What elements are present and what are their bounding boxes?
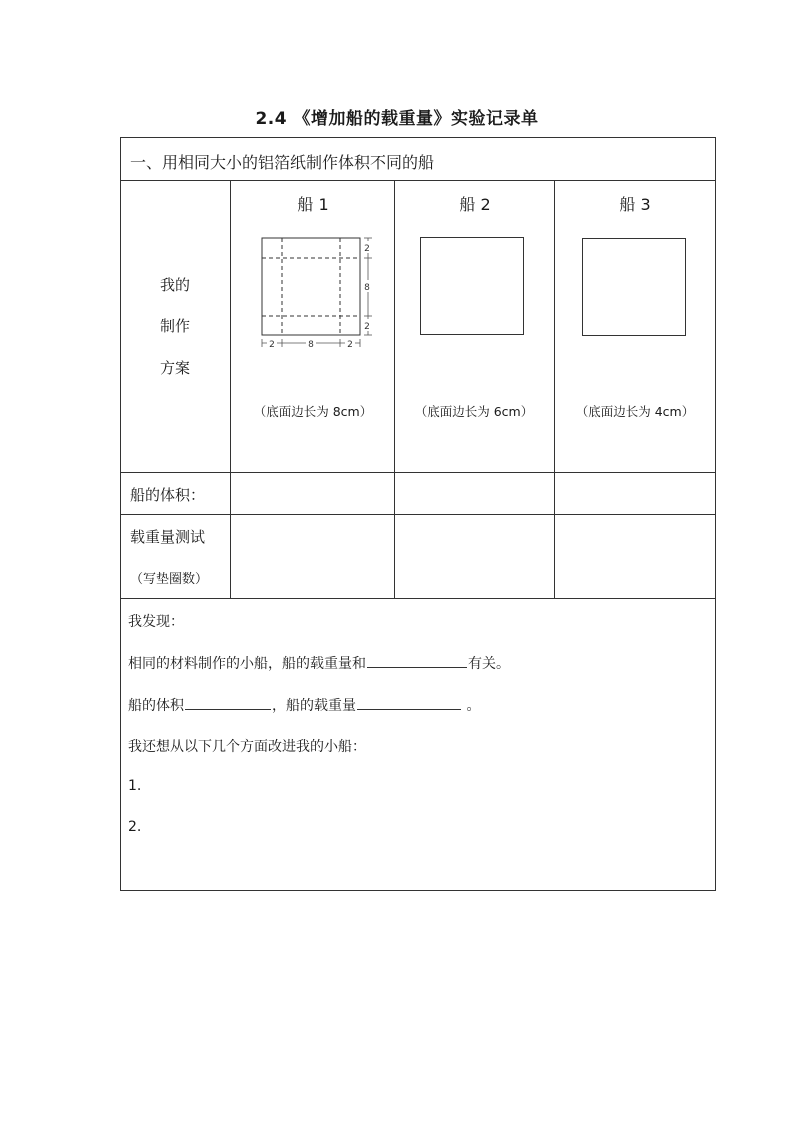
boat-3-square [582, 238, 686, 336]
page-title: 2.4 《增加船的载重量》实验记录单 [255, 109, 539, 129]
plan-label-2: 制作 [159, 317, 190, 335]
dim-right-bottom: 2 [364, 322, 370, 332]
plan-label-3: 方案 [159, 359, 190, 377]
improve-item-1: 1. [128, 778, 142, 794]
dim-bottom-right: 2 [347, 340, 353, 350]
section-title: 一、用相同大小的铝箔纸制作体积不同的船 [130, 153, 435, 172]
row-divider [120, 598, 716, 599]
col-divider [554, 180, 555, 598]
row-divider [120, 514, 716, 515]
row-divider [120, 180, 716, 181]
findings-heading: 我发现： [128, 614, 184, 630]
finding-2-text-b: ，船的载重量 [272, 698, 356, 714]
row-divider [120, 472, 716, 473]
load-label: 载重量测试 [130, 528, 206, 546]
dim-right-mid: 8 [364, 283, 370, 293]
dim-bottom-mid: 8 [308, 340, 314, 350]
finding-1-text-a: 相同的材料制作的小船，船的载重量和 [128, 656, 366, 672]
finding-2-text-a: 船的体积 [128, 698, 184, 714]
boat-3-caption: （底面边长为 4cm） [575, 404, 695, 419]
boat-2-title: 船 2 [459, 195, 491, 214]
boat-2-square [420, 237, 524, 335]
finding-1-text-b: 有关。 [468, 656, 510, 672]
load-sublabel: （写垫圈数） [130, 572, 209, 587]
improve-item-2: 2. [128, 819, 142, 835]
boat-1-title: 船 1 [297, 195, 329, 214]
col-divider [230, 180, 231, 598]
col-divider [394, 180, 395, 598]
boat-3-title: 船 3 [619, 195, 651, 214]
improve-heading: 我还想从以下几个方面改进我的小船： [128, 739, 366, 755]
volume-label: 船的体积： [130, 486, 206, 504]
boat-1-fold-diagram [252, 230, 382, 352]
finding-2-text-c: 。 [462, 698, 481, 714]
finding-2-blank-volume[interactable] [185, 708, 271, 710]
plan-label-1: 我的 [159, 276, 190, 294]
finding-line-2 [128, 695, 480, 715]
boat-2-caption: （底面边长为 6cm） [414, 404, 534, 419]
finding-1-blank[interactable] [367, 666, 467, 668]
finding-line-1 [128, 653, 510, 673]
dim-bottom-left: 2 [269, 340, 275, 350]
finding-2-blank-load[interactable] [357, 708, 461, 710]
boat-1-caption: （底面边长为 8cm） [253, 404, 373, 419]
dim-right-top: 2 [364, 244, 370, 254]
